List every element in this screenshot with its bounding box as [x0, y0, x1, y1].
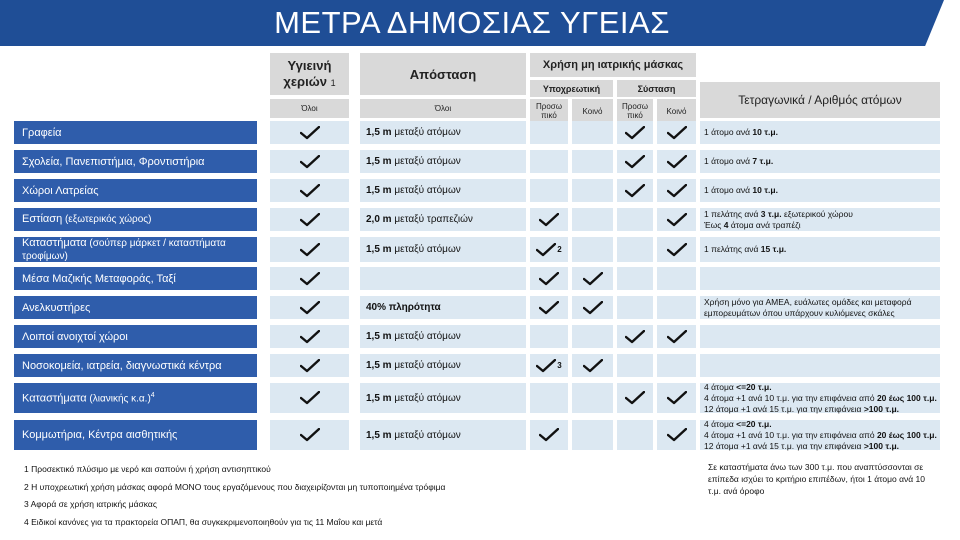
check-cell: [572, 383, 613, 413]
check-cell: [530, 208, 568, 231]
check-cell: [270, 420, 349, 450]
distance-value: 1,5 m: [366, 185, 392, 196]
area-info-cell: [700, 383, 940, 413]
checkmark-icon: [300, 155, 320, 169]
row-label-sup: 4: [150, 392, 155, 400]
footnote: 2 Η υποχρεωτική χρήση μάσκας αφορά ΜΟΝΟ τους εργαζόμενους που διαχειρίζονται μη τυποποιημένα τρόφιμα: [24, 482, 446, 492]
checkmark-icon: [300, 272, 320, 286]
distance-cell: [360, 121, 526, 144]
header-staff-recommended: Προσω πικό: [617, 99, 653, 123]
checkmark-icon: [667, 155, 687, 169]
check-cell: [530, 325, 568, 348]
row-label-sub: (εξωτερικός χώρος): [62, 214, 152, 225]
row-label-text: Χώροι Λατρείας: [22, 184, 99, 197]
title-banner: [0, 0, 960, 46]
checkmark-icon: [539, 428, 559, 442]
check-cell: [270, 208, 349, 231]
footnote: 1 Προσεκτικό πλύσιμο με νερό και σαπούνι ή χρήση αντισηπτικού: [24, 464, 271, 474]
distance-text: μεταξύ ατόμων: [391, 127, 461, 138]
header-hygiene-all: Όλοι: [270, 99, 349, 118]
check-cell: [572, 150, 613, 173]
checkmark-icon: [536, 359, 556, 373]
check-cell: [530, 383, 568, 413]
distance-cell: [360, 383, 526, 413]
check-cell: [572, 237, 613, 262]
check-cell: [572, 296, 613, 319]
checkmark-icon: [667, 330, 687, 344]
check-cell: [617, 420, 653, 450]
checkmark-icon: [300, 330, 320, 344]
checkmark-icon: [300, 428, 320, 442]
check-cell: [530, 296, 568, 319]
checkmark-icon: [300, 359, 320, 373]
checkmark-icon: [667, 243, 687, 257]
row-label: [14, 150, 257, 173]
area-info-line: 4 άτομα <=20 τ.μ.: [704, 381, 772, 392]
distance-cell: [360, 325, 526, 348]
checkmark-icon: [300, 301, 320, 315]
check-cell: [530, 150, 568, 173]
row-label-text: Γραφεία: [22, 126, 62, 139]
checkmark-icon: [625, 330, 645, 344]
row-label-text: Κομμωτήρια, Κέντρα αισθητικής: [22, 429, 178, 441]
check-cell: [657, 296, 696, 319]
check-cell: [530, 237, 568, 262]
area-info-cell: [700, 208, 940, 231]
checkmark-icon: [583, 272, 603, 286]
check-cell: [657, 208, 696, 231]
distance-cell: [360, 237, 526, 262]
distance-value: 1,5 m: [366, 360, 392, 371]
distance-cell: [360, 179, 526, 202]
area-info-line: 4 άτομα <=20 τ.μ.: [704, 418, 772, 429]
distance-text: μεταξύ τραπεζιών: [391, 214, 473, 225]
check-cell: [530, 354, 568, 377]
distance-cell: [360, 150, 526, 173]
area-info-line: Χρήση μόνο για ΑΜΕΑ, ευάλωτες ομάδες και μεταφορά: [704, 296, 912, 307]
row-label: [14, 179, 257, 202]
distance-cell: [360, 208, 526, 231]
footnote-marker: 2: [557, 245, 562, 254]
area-info-line: 12 άτομα +1 ανά 15 τ.μ. για την επιφάνεια >100 τ.μ.: [704, 403, 900, 414]
area-info-cell: [700, 325, 940, 348]
check-cell: [617, 383, 653, 413]
checkmark-icon: [300, 126, 320, 140]
header-mask: Χρήση μη ιατρικής μάσκας: [530, 53, 696, 77]
area-info-line: 1 άτομο ανά 10 τ.μ.: [704, 127, 778, 137]
check-cell: [657, 354, 696, 377]
check-cell: [270, 121, 349, 144]
row-label-text: Ανελκυστήρες: [22, 301, 91, 314]
check-cell: [657, 237, 696, 262]
row-label: [14, 296, 257, 319]
area-info-line: εμπορευμάτων όπου υπάρχουν κυλιόμενες σκάλες: [704, 307, 895, 318]
area-info-cell: [700, 237, 940, 262]
row-label-text: Καταστήματα: [22, 236, 87, 249]
check-cell: [270, 179, 349, 202]
row-label-text: Εστίαση: [22, 213, 63, 225]
check-cell: [617, 237, 653, 262]
header-distance-all: Όλοι: [360, 99, 526, 118]
checkmark-icon: [300, 213, 320, 227]
area-info-line: 1 πελάτης ανά 15 τ.μ.: [704, 244, 787, 254]
distance-value: 1,5 m: [366, 244, 392, 255]
check-cell: [617, 121, 653, 144]
row-label: [14, 420, 257, 450]
checkmark-icon: [539, 301, 559, 315]
area-info-cell: [700, 179, 940, 202]
checkmark-icon: [667, 213, 687, 227]
row-label: [14, 267, 257, 290]
row-label: [14, 383, 257, 413]
row-label-sub: (σούπερ μάρκετ / καταστήματα τροφίμων): [22, 237, 226, 262]
footnote: 4 Ειδικοί κανόνες για τα πρακτορεία ΟΠΑΠ, θα συγκεκριμενοποιηθούν για τις 11 Μαΐου και μετά: [24, 517, 383, 527]
check-cell: [572, 325, 613, 348]
checkmark-icon: [667, 126, 687, 140]
distance-cell: [360, 420, 526, 450]
checkmark-icon: [536, 243, 556, 257]
header-hygiene-label: Υγιεινή χεριών: [283, 57, 332, 89]
check-cell: [617, 296, 653, 319]
area-info-line: 1 πελάτης ανά 3 τ.μ. εξωτερικού χώρου: [704, 208, 853, 219]
distance-text: μεταξύ ατόμων: [391, 392, 461, 404]
area-info-line: 4 άτομα +1 ανά 10 τ.μ. για την επιφάνεια από 20 έως 100 τ.μ.: [704, 392, 937, 403]
checkmark-icon: [539, 213, 559, 227]
header-public-recommended: Κοινό: [657, 99, 696, 123]
area-info-cell: [700, 121, 940, 144]
check-cell: [572, 179, 613, 202]
checkmark-icon: [583, 301, 603, 315]
check-cell: [572, 420, 613, 450]
check-cell: [270, 383, 349, 413]
check-cell: [657, 150, 696, 173]
header-public-mandatory: Κοινό: [572, 99, 613, 123]
distance-text: μεταξύ ατόμων: [391, 156, 461, 167]
header-staff-mandatory: Προσω πικό: [530, 99, 568, 123]
check-cell: [657, 179, 696, 202]
header-mandatory: Υποχρεωτική: [530, 80, 613, 97]
check-cell: [657, 267, 696, 290]
distance-value: 1,5 m: [366, 127, 392, 138]
distance-cell: [360, 354, 526, 377]
area-info-cell: [700, 267, 940, 290]
area-info-cell: [700, 296, 940, 319]
check-cell: [572, 267, 613, 290]
row-label: [14, 354, 257, 377]
footnote: 3 Αφορά σε χρήση ιατρικής μάσκας: [24, 499, 157, 509]
checkmark-icon: [625, 391, 645, 405]
distance-cell: [360, 296, 526, 319]
check-cell: [530, 420, 568, 450]
checkmark-icon: [300, 391, 320, 405]
distance-value: 1,5 m: [366, 429, 392, 441]
check-cell: [617, 325, 653, 348]
check-cell: [530, 121, 568, 144]
distance-text: μεταξύ ατόμων: [391, 331, 461, 342]
header-hygiene: [270, 53, 349, 95]
header-area: Τετραγωνικά / Αριθμός ατόμων: [700, 82, 940, 118]
checkmark-icon: [300, 184, 320, 198]
check-cell: [617, 150, 653, 173]
area-info-cell: [700, 354, 940, 377]
distance-value: 1,5 m: [366, 331, 392, 342]
distance-cell: [360, 267, 526, 290]
row-label-text: Καταστήματα: [22, 392, 87, 405]
row-label: [14, 121, 257, 144]
checkmark-icon: [625, 184, 645, 198]
check-cell: [270, 354, 349, 377]
check-cell: [617, 179, 653, 202]
area-info-line: 12 άτομα +1 ανά 15 τ.μ. για την επιφάνεια >100 τ.μ.: [704, 440, 900, 451]
distance-value: 1,5 m: [366, 392, 392, 404]
footnote-marker: 3: [557, 361, 562, 370]
check-cell: [617, 354, 653, 377]
checkmark-icon: [539, 272, 559, 286]
area-info-cell: [700, 150, 940, 173]
header-distance: Απόσταση: [360, 53, 526, 95]
check-cell: [270, 267, 349, 290]
area-info-line: Έως 4 άτομα ανά τραπέζι: [704, 219, 801, 230]
check-cell: [572, 354, 613, 377]
page-title: ΜΕΤΡΑ ΔΗΜΟΣΙΑΣ ΥΓΕΙΑΣ: [274, 5, 670, 40]
check-cell: [572, 121, 613, 144]
check-cell: [657, 383, 696, 413]
distance-text: μεταξύ ατόμων: [391, 429, 461, 441]
checkmark-icon: [667, 184, 687, 198]
area-info-cell: [700, 420, 940, 450]
check-cell: [617, 267, 653, 290]
note-large-stores: Σε καταστήματα άνω των 300 τ.μ. που αναπτύσσονται σε επίπεδα ισχύει το κριτήριο επιπέδων, ήτοι 1 άτομο ανά 10 τ.μ. ανά όροφο: [708, 462, 926, 496]
check-cell: [270, 296, 349, 319]
row-label-sub: (λιανικής κ.α.): [86, 393, 151, 405]
check-cell: [657, 121, 696, 144]
checkmark-icon: [667, 391, 687, 405]
checkmark-icon: [583, 359, 603, 373]
check-cell: [530, 267, 568, 290]
distance-text: μεταξύ ατόμων: [391, 185, 461, 196]
distance-text: μεταξύ ατόμων: [391, 244, 461, 255]
check-cell: [657, 325, 696, 348]
area-info-line: 4 άτομα +1 ανά 10 τ.μ. για την επιφάνεια από 20 έως 100 τ.μ.: [704, 429, 937, 440]
check-cell: [270, 237, 349, 262]
distance-value: 1,5 m: [366, 156, 392, 167]
header-hygiene-sup: 1: [330, 77, 336, 88]
row-label-text: Λοιποί ανοιχτοί χώροι: [22, 330, 128, 343]
distance-text: μεταξύ ατόμων: [391, 360, 461, 371]
check-cell: [657, 420, 696, 450]
distance-value: 40% πληρότητα: [366, 302, 441, 313]
check-cell: [530, 179, 568, 202]
row-label: [14, 208, 257, 231]
area-info-line: 1 άτομο ανά 7 τ.μ.: [704, 156, 774, 166]
checkmark-icon: [667, 428, 687, 442]
check-cell: [270, 150, 349, 173]
check-cell: [572, 208, 613, 231]
checkmark-icon: [300, 243, 320, 257]
checkmark-icon: [625, 126, 645, 140]
checkmark-icon: [625, 155, 645, 169]
row-label: [14, 237, 257, 262]
check-cell: [270, 325, 349, 348]
row-label: [14, 325, 257, 348]
check-cell: [617, 208, 653, 231]
area-info-line: 1 άτομο ανά 10 τ.μ.: [704, 185, 778, 195]
row-label-text: Νοσοκομεία, ιατρεία, διαγνωστικά κέντρα: [22, 359, 222, 372]
distance-value: 2,0 m: [366, 214, 392, 225]
row-label-text: Σχολεία, Πανεπιστήμια, Φροντιστήρια: [22, 155, 205, 168]
header-recommended: Σύσταση: [617, 80, 696, 97]
row-label-text: Μέσα Μαζικής Μεταφοράς, Ταξί: [22, 272, 176, 285]
